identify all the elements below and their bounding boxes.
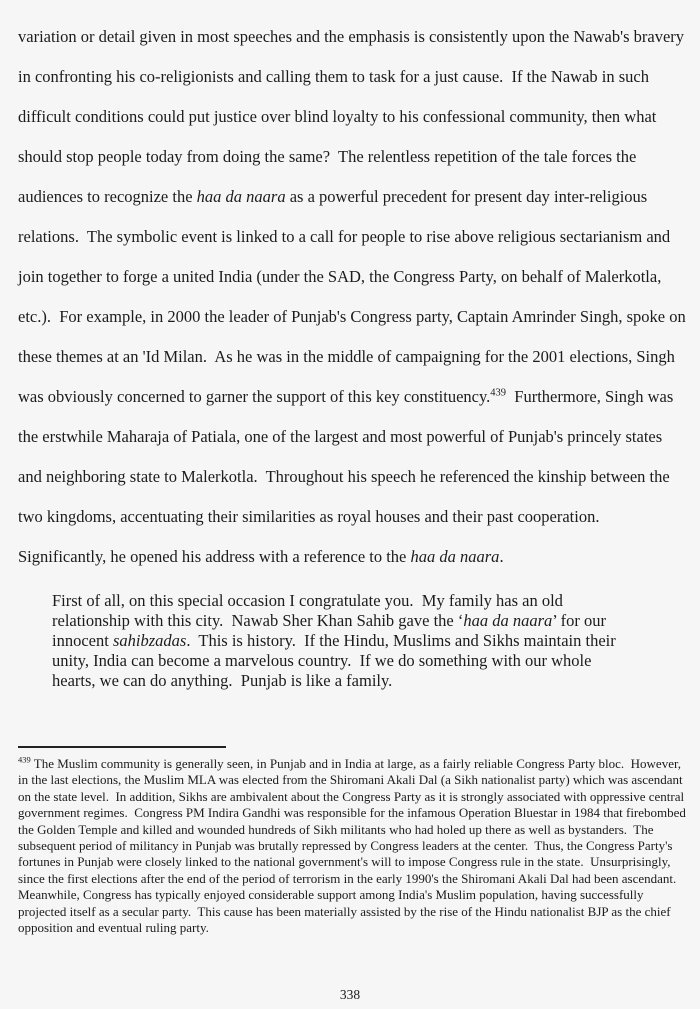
italic-term-haa-da-naara: haa da naara [410, 547, 500, 566]
italic-term-haa-da-naara: haa da naara [463, 611, 553, 630]
quote-run: First of all, on this special occasion I congratulate you. My family has an old relationship with this city. Nawab Sher Khan Sahib gave the ‘ [52, 591, 568, 630]
footnote-separator [18, 746, 226, 748]
footnote-body-text: The Muslim community is generally seen, in Punjab and in India at large, as a fairly reliable Congress Party bloc. However, in the last elections, the Muslim MLA was elected from the Shiromani Akali Dal (a Sikh nationalist party) which was ascendant on the state level. In addition, Sikhs are ambivalent about the Congress Party as it is strongly associated with oppressive central government regimes. Congress PM Indira Gandhi was responsible for the infamous Operation Bluestar in 1984 that firebombed the Golden Temple and killed and wounded hundreds of Sikh militants who had holed up there as well as bystanders. The subsequent period of militancy in Punjab was brutally repressed by Congress leaders at the center. Thus, the Congress Party's fortunes in Punjab were closely linked to the national government's will to impose Congress rule in the state. Unsurprisingly, since the first elections after the end of the period of terrorism in the early 1990's the Shiromani Akali Dal had been ascendant. Meanwhile, Congress has typically enjoyed considerable support among India's Muslim population, having successfully projected itself as a secular party. This cause has been materially assisted by the rise of the Hindu nationalist BJP as the chief opposition and eventual ruling party. [18, 756, 690, 936]
footnote-marker: 439 [18, 754, 31, 765]
page-number: 338 [339, 987, 361, 1002]
footnote [18, 756, 689, 936]
paragraph-run: as a powerful precedent for present day inter-religious relations. The symbolic event is linked to a call for people to rise above religious sectarianism and join together to forge a united India (under the SAD, the Congress Party, on behalf of Malerkotla, etc.). For example, in 2000 the leader of Punjab's Congress party, Captain Amrinder Singh, spoke on these themes at an 'Id Milan. As he was in the middle of campaigning for the 2001 elections, Singh was obviously concerned to garner the support of this key constituency. [18, 187, 690, 406]
italic-term-haa-da-naara: haa da naara [196, 187, 286, 206]
paragraph-run: Furthermore, Singh was the erstwhile Maharaja of Patiala, one of the largest and most powerful of Punjab's princely states and neighboring state to Malerkotla. Throughout his speech he referenced the kinship between the two kingdoms, accentuating their similarities as royal houses and their past cooperation. Significantly, he opened his address with a reference to the [18, 387, 678, 566]
quote-run: ’ for our innocent [52, 611, 611, 650]
footnote-area [18, 746, 689, 936]
footnote-reference: 439 [490, 387, 507, 399]
italic-term-sahibzadas: sahibzadas [112, 631, 187, 650]
paragraph-run: variation or detail given in most speeches and the emphasis is consistently upon the Nawab's bravery in confronting his co-religionists and calling them to task for a just cause. If the Nawab in such difficult conditions could put justice over blind loyalty to his confessional community, then what should stop people today from doing the same? The relentless repetition of the tale forces the audiences to recognize the [18, 27, 689, 206]
quote-run: . This is history. If the Hindu, Muslims and Sikhs maintain their unity, India can become a marvelous country. If we do something with our whole hearts, we can do anything. Punjab is like a family. [52, 631, 620, 690]
paragraph-run: . [499, 547, 504, 566]
body-paragraph [18, 17, 689, 577]
block-quote [52, 591, 628, 691]
